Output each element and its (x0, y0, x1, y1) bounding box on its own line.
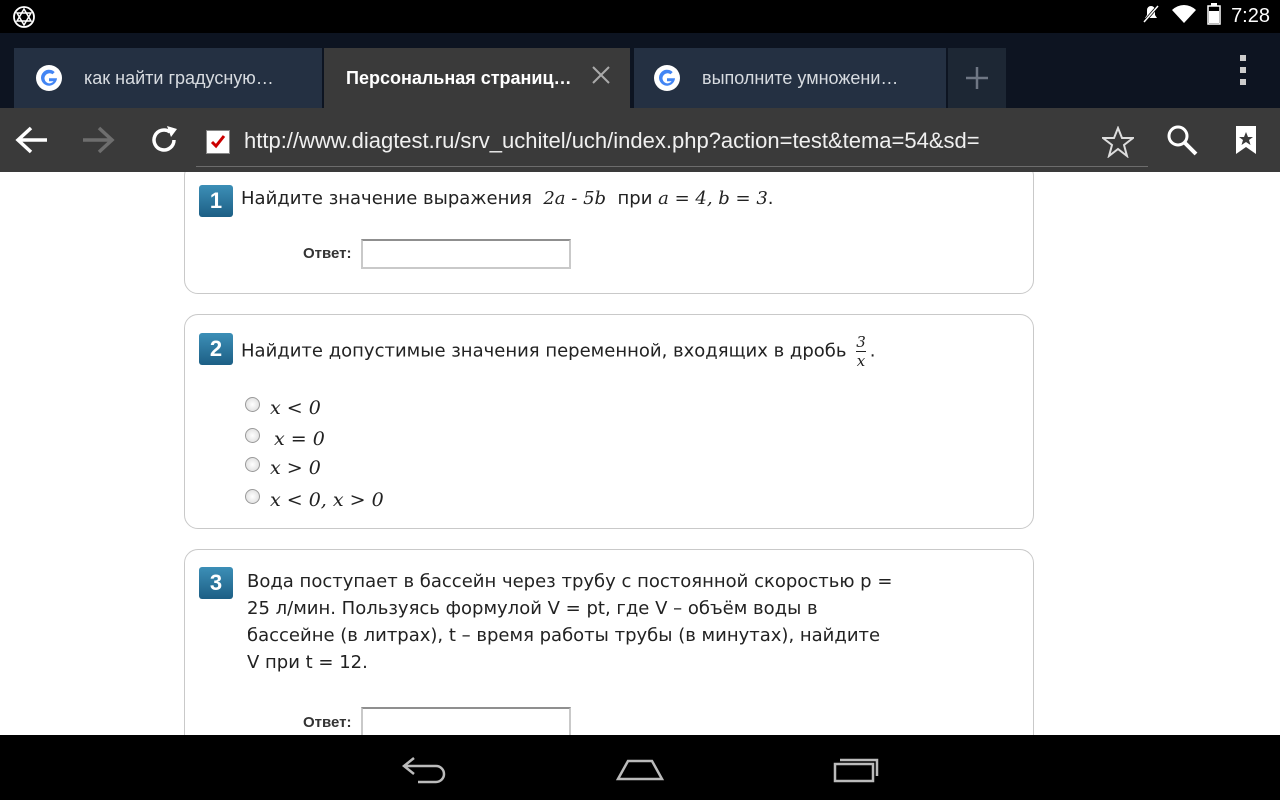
option-label: x < 0 (270, 397, 321, 419)
tab-title: Персональная страниц… (346, 67, 572, 88)
question-line: 25 л/мин. Пользуясь формулой V = pt, где V – объём воды в (247, 598, 818, 619)
expression: 2a - 5b (543, 188, 607, 209)
question-number: 3 (199, 567, 233, 599)
answer-input-3[interactable] (361, 707, 571, 735)
nav-back-icon[interactable] (394, 749, 454, 789)
option-row[interactable] (245, 455, 321, 481)
overflow-menu-icon[interactable] (1238, 55, 1248, 90)
navigation-bar (0, 735, 1280, 800)
notification-icon (12, 5, 36, 34)
fraction-denominator: x (856, 352, 866, 370)
question-line: Вода поступает в бассейн через трубу с постоянной скоростью p = (247, 571, 893, 592)
tab-title: выполните умножени… (702, 67, 899, 88)
answer-label: Ответ: (303, 245, 352, 262)
url-text[interactable]: http://www.diagtest.ru/srv_uchitel/uch/index.php?action=test&tema=54&sd= (244, 128, 980, 153)
question-line: V при t = 12. (247, 652, 368, 673)
radio-button[interactable] (245, 457, 260, 472)
tab-strip (0, 33, 1280, 108)
question-card-2 (184, 314, 1034, 529)
site-favicon (206, 130, 230, 154)
tab-title: как найти градусную… (84, 67, 274, 88)
bookmark-star-icon[interactable] (1102, 126, 1134, 163)
radio-button[interactable] (245, 397, 260, 412)
address-bar[interactable] (196, 118, 1148, 167)
radio-button[interactable] (245, 428, 260, 443)
question-text-end: . (869, 340, 876, 362)
question-text-mid: при (617, 188, 653, 209)
reload-button[interactable] (146, 122, 182, 158)
wifi-icon (1171, 4, 1197, 29)
option-row[interactable] (245, 487, 384, 513)
question-text-main: Найдите допустимые значения переменной, входящих в дробь (241, 340, 847, 362)
google-icon (654, 65, 680, 91)
tab-1[interactable] (14, 48, 322, 108)
close-tab-icon[interactable] (590, 64, 612, 91)
battery-icon (1207, 3, 1221, 30)
tab-2-active[interactable] (324, 48, 630, 108)
answer-input-1[interactable] (361, 239, 571, 269)
search-icon[interactable] (1164, 122, 1200, 158)
browser-toolbar (0, 108, 1280, 172)
question-text-end: . (767, 188, 774, 209)
option-label: x = 0 (274, 428, 325, 450)
question-text (247, 568, 892, 676)
page-content (0, 172, 1280, 735)
question-line: бассейне (в литрах), t – время работы трубы (в минутах), найдите (247, 625, 881, 646)
question-number: 1 (199, 185, 233, 217)
radio-button[interactable] (245, 489, 260, 504)
question-text (241, 188, 774, 209)
clock: 7:28 (1231, 5, 1270, 27)
forward-button[interactable] (80, 122, 116, 158)
back-button[interactable] (14, 122, 50, 158)
nav-recents-icon[interactable] (826, 749, 886, 789)
fraction (856, 333, 866, 370)
status-bar (0, 0, 1280, 33)
question-text-prefix: Найдите значение выражения (241, 188, 532, 209)
question-text (241, 333, 876, 370)
answer-label: Ответ: (303, 714, 352, 731)
bookmarks-icon[interactable] (1228, 122, 1264, 158)
nav-home-icon[interactable] (610, 749, 670, 789)
tab-3[interactable] (634, 48, 946, 108)
option-row[interactable] (245, 395, 321, 421)
option-label: x < 0, x > 0 (270, 489, 384, 511)
condition: a = 4, b = 3 (658, 188, 768, 209)
question-number: 2 (199, 333, 233, 365)
question-card-1 (184, 172, 1034, 294)
fraction-numerator: 3 (856, 333, 866, 351)
google-icon (36, 65, 62, 91)
option-label: x > 0 (270, 457, 321, 479)
question-card-3 (184, 549, 1034, 735)
new-tab-button[interactable] (948, 48, 1006, 108)
option-row[interactable] (245, 426, 325, 452)
mute-icon (1141, 3, 1161, 30)
